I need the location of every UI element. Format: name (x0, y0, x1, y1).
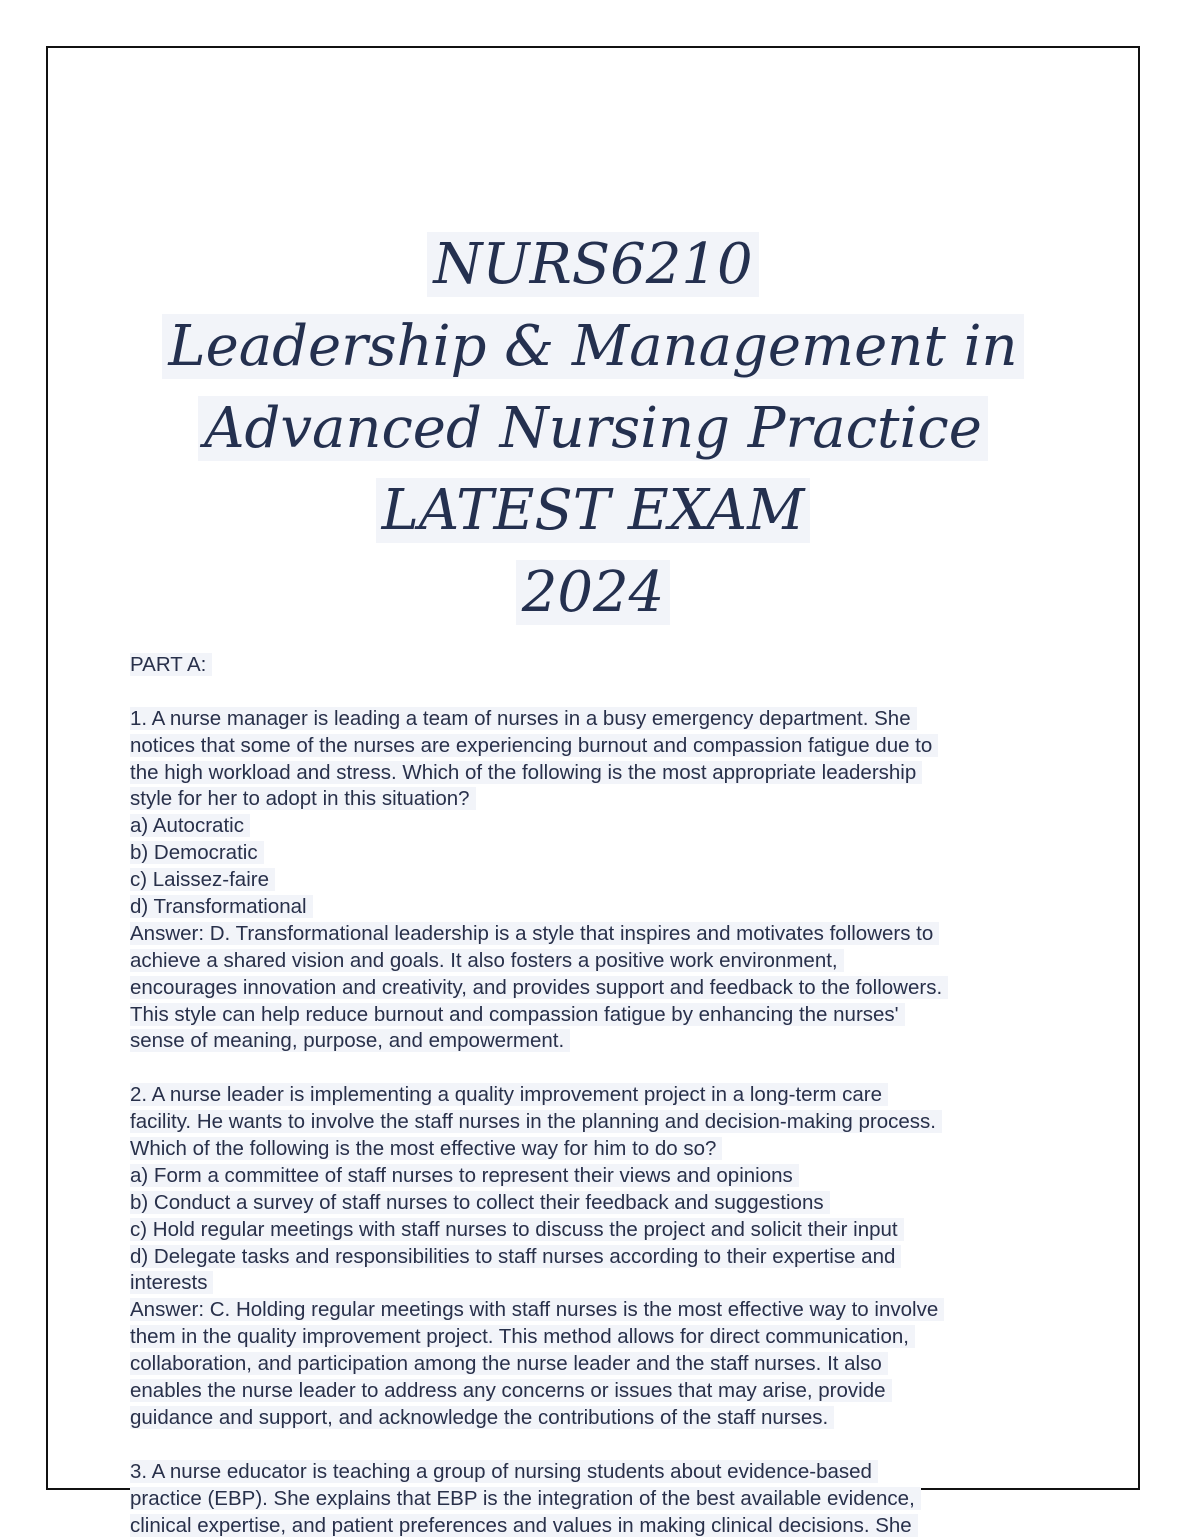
title-line (48, 470, 1138, 552)
title-line (48, 388, 1138, 470)
answer-explanation-line: enables the nurse leader to address any concerns or issues that may arise, provide (130, 1378, 1090, 1405)
question-1 (130, 706, 1090, 1056)
answer-explanation-line: guidance and support, and acknowledge the contributions of the staff nurses. (130, 1405, 1090, 1432)
question-stem-line: notices that some of the nurses are experiencing burnout and compassion fatigue due to (130, 733, 1090, 760)
question-stem-line: facility. He wants to involve the staff nurses in the planning and decision-making process. (130, 1109, 1090, 1136)
answer-option: b) Democratic (130, 840, 1090, 867)
answer-option: a) Autocratic (130, 813, 1090, 840)
spacer (130, 1055, 1090, 1082)
title-line (48, 552, 1138, 634)
answer-explanation-line: achieve a shared vision and goals. It also fosters a positive work environment, (130, 948, 1090, 975)
part-heading: PART A: (130, 652, 1090, 679)
question-stem-line: 2. A nurse leader is implementing a quality improvement project in a long-term care (130, 1082, 1090, 1109)
title-year: 2024 (516, 560, 671, 625)
answer-option: a) Form a committee of staff nurses to represent their views and opinions (130, 1163, 1090, 1190)
spacer (130, 679, 1090, 706)
question-stem-line: style for her to adopt in this situation? (130, 786, 1090, 813)
answer-option: c) Hold regular meetings with staff nurses to discuss the project and solicit their input (130, 1217, 1090, 1244)
question-stem-line: 3. A nurse educator is teaching a group of nursing students about evidence-based (130, 1459, 1090, 1486)
title-course-code: NURS6210 (427, 232, 758, 297)
title-line (48, 224, 1138, 306)
document-title (48, 224, 1138, 634)
answer-explanation-line: Answer: C. Holding regular meetings with staff nurses is the most effective way to involve (130, 1297, 1090, 1324)
question-stem-line: clinical expertise, and patient preferences and values in making clinical decisions. She (130, 1513, 1090, 1540)
title-exam-label: LATEST EXAM (376, 478, 811, 543)
spacer (130, 1432, 1090, 1459)
question-stem-line: the high workload and stress. Which of the following is the most appropriate leadership (130, 760, 1090, 787)
answer-explanation-line: them in the quality improvement project. This method allows for direct communication, (130, 1324, 1090, 1351)
question-stem-line: practice (EBP). She explains that EBP is the integration of the best available evidence, (130, 1486, 1090, 1513)
answer-option: d) Transformational (130, 894, 1090, 921)
answer-explanation-line: encourages innovation and creativity, and provides support and feedback to the followers. (130, 975, 1090, 1002)
question-3 (130, 1459, 1090, 1540)
answer-option: c) Laissez-faire (130, 867, 1090, 894)
title-course-name-2: Advanced Nursing Practice (198, 396, 988, 461)
answer-explanation-line: sense of meaning, purpose, and empowerment. (130, 1028, 1090, 1055)
answer-option: d) Delegate tasks and responsibilities to staff nurses according to their expertise and (130, 1244, 1090, 1271)
answer-explanation-line: collaboration, and participation among the nurse leader and the staff nurses. It also (130, 1351, 1090, 1378)
document-page (46, 46, 1140, 1537)
title-line (48, 306, 1138, 388)
title-course-name-1: Leadership & Management in (162, 314, 1023, 379)
question-stem-line: Which of the following is the most effective way for him to do so? (130, 1136, 1090, 1163)
answer-option: interests (130, 1270, 1090, 1297)
answer-explanation-line: This style can help reduce burnout and compassion fatigue by enhancing the nurses' (130, 1002, 1090, 1029)
document-body (130, 652, 1090, 1539)
answer-explanation-line: Answer: D. Transformational leadership is a style that inspires and motivates followers to (130, 921, 1090, 948)
question-2 (130, 1082, 1090, 1432)
question-stem-line: 1. A nurse manager is leading a team of nurses in a busy emergency department. She (130, 706, 1090, 733)
answer-option: b) Conduct a survey of staff nurses to collect their feedback and suggestions (130, 1190, 1090, 1217)
